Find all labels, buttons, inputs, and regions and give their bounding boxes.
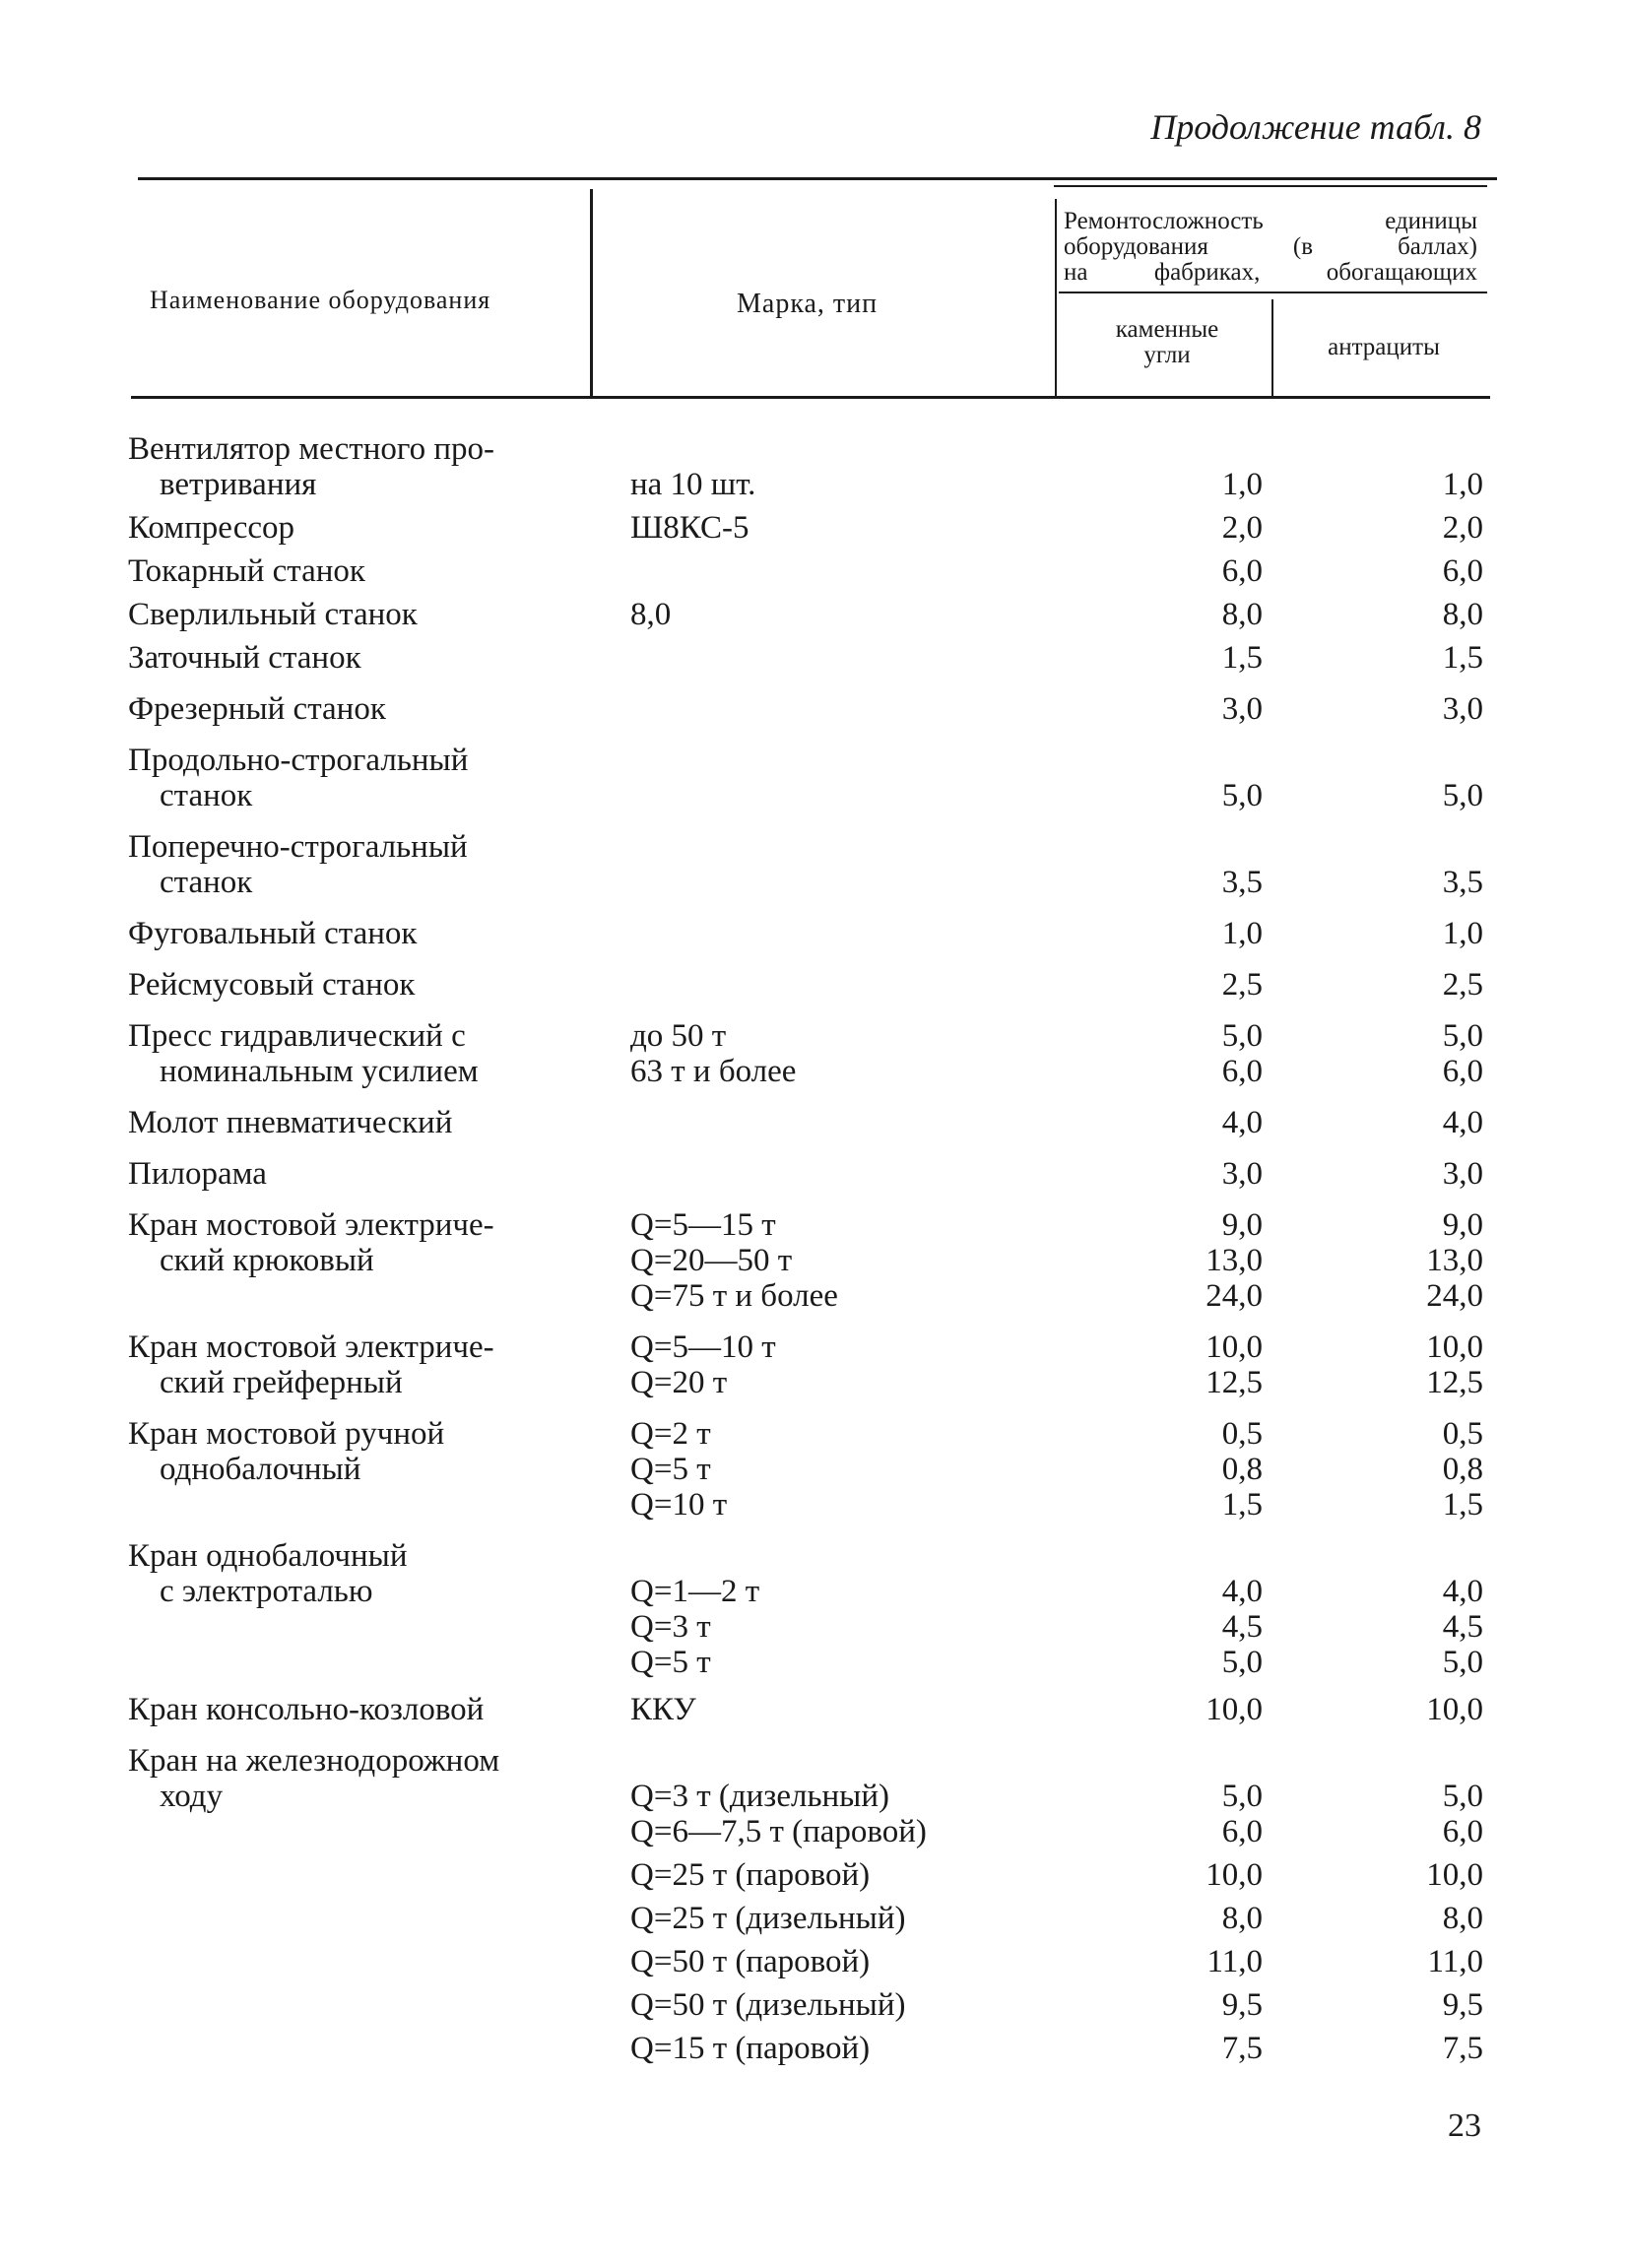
mark-type: Q=5 т (630, 1452, 711, 1487)
table-row-line (128, 1645, 1497, 1680)
header-mark-type: Марка, тип (737, 289, 879, 319)
table-row-line (128, 743, 1497, 778)
table-row-line (128, 1018, 1497, 1054)
anthracite-value: 1,5 (1442, 1487, 1483, 1523)
hard-coal-value: 4,0 (1221, 1574, 1263, 1609)
equipment-name: Токарный станок (128, 553, 365, 589)
mark-type: Q=5—15 т (630, 1207, 776, 1243)
mark-type: на 10 шт. (630, 467, 756, 502)
table-row-line (128, 1692, 1497, 1727)
table-row (128, 1018, 1497, 1089)
anthracite-value: 5,0 (1442, 1779, 1483, 1814)
anthracite-value: 4,0 (1442, 1105, 1483, 1140)
equipment-name: ходу (160, 1779, 224, 1814)
table-row (128, 553, 1497, 589)
anthracite-value: 5,0 (1442, 778, 1483, 813)
subheader-rule (1059, 292, 1487, 293)
header-bottom-rule (131, 396, 1490, 399)
hard-coal-value: 3,5 (1221, 865, 1263, 900)
table-row (128, 967, 1497, 1003)
hard-coal-value: 5,0 (1221, 1018, 1263, 1054)
table-row-line (128, 1105, 1497, 1140)
mark-type: Q=50 т (дизельный) (630, 1987, 906, 2023)
equipment-name: Кран на железнодорожном (128, 1743, 500, 1779)
anthracite-value: 3,0 (1442, 1156, 1483, 1192)
table-row-line (128, 1743, 1497, 1779)
table-row-line (128, 510, 1497, 546)
hard-coal-value: 24,0 (1205, 1278, 1263, 1314)
hard-coal-value: 1,0 (1221, 916, 1263, 951)
anthracite-value: 11,0 (1427, 1944, 1483, 1979)
table-row-line (128, 597, 1497, 632)
anthracite-value: 10,0 (1426, 1329, 1483, 1365)
mark-type: Q=6—7,5 т (паровой) (630, 1814, 927, 1849)
equipment-name: Пресс гидравлический с (128, 1018, 466, 1054)
hard-coal-value: 4,0 (1221, 1105, 1263, 1140)
table-row (128, 1944, 1497, 1979)
hard-coal-value: 5,0 (1221, 778, 1263, 813)
table-row (128, 2031, 1497, 2066)
mark-type: Q=25 т (дизельный) (630, 1901, 906, 1936)
table-row-line (128, 1243, 1497, 1278)
header-hard-coal-line-2: угли (1143, 342, 1191, 368)
table-row (128, 510, 1497, 546)
table-row-line (128, 1156, 1497, 1192)
equipment-name: ский грейферный (160, 1365, 403, 1400)
anthracite-value: 8,0 (1442, 1901, 1483, 1936)
mark-type: 8,0 (630, 597, 672, 632)
equipment-name: Кран однобалочный (128, 1538, 408, 1574)
mark-type: Q=3 т (630, 1609, 711, 1645)
mark-type: Q=1—2 т (630, 1574, 760, 1609)
hard-coal-value: 12,5 (1205, 1365, 1263, 1400)
table-row-line (128, 691, 1497, 727)
header-repair-line-3: на фабриках, обогащающих (1064, 259, 1477, 286)
anthracite-value: 3,5 (1442, 865, 1483, 900)
hard-coal-value: 1,0 (1221, 467, 1263, 502)
hard-coal-value: 6,0 (1221, 1054, 1263, 1089)
anthracite-value: 5,0 (1442, 1645, 1483, 1680)
table-row (128, 1329, 1497, 1400)
mark-type: ККУ (630, 1692, 696, 1727)
mark-type: Q=25 т (паровой) (630, 1857, 871, 1893)
hard-coal-value: 6,0 (1221, 1814, 1263, 1849)
hard-coal-value: 11,0 (1206, 1944, 1263, 1979)
equipment-name: однобалочный (160, 1452, 361, 1487)
table-row (128, 916, 1497, 951)
equipment-name: Поперечно-строгальный (128, 829, 468, 865)
table-row-line (128, 1416, 1497, 1452)
hard-coal-value: 2,5 (1221, 967, 1263, 1003)
mark-type: Q=5 т (630, 1645, 711, 1680)
anthracite-value: 5,0 (1442, 1018, 1483, 1054)
equipment-name: Вентилятор местного про- (128, 431, 494, 467)
equipment-name: Продольно-строгальный (128, 743, 469, 778)
table-row-line (128, 916, 1497, 951)
hard-coal-value: 13,0 (1205, 1243, 1263, 1278)
table-row-line (128, 1487, 1497, 1523)
equipment-name: с электроталью (160, 1574, 373, 1609)
anthracite-value: 8,0 (1442, 597, 1483, 632)
anthracite-value: 6,0 (1442, 1054, 1483, 1089)
anthracite-value: 24,0 (1426, 1278, 1483, 1314)
equipment-name: Сверлильный станок (128, 597, 418, 632)
table-row-line (128, 778, 1497, 813)
hard-coal-value: 5,0 (1221, 1779, 1263, 1814)
table-row (128, 1743, 1497, 1849)
hard-coal-value: 3,0 (1221, 1156, 1263, 1192)
hard-coal-value: 9,0 (1221, 1207, 1263, 1243)
equipment-name: станок (160, 865, 253, 900)
mark-type: Q=15 т (паровой) (630, 2031, 871, 2066)
mark-type: Q=5—10 т (630, 1329, 776, 1365)
equipment-name: Кран мостовой ручной (128, 1416, 445, 1452)
header-repair-group (1064, 209, 1477, 286)
mark-type: Q=10 т (630, 1487, 728, 1523)
table-row-line (128, 1365, 1497, 1400)
table-row-line (128, 1987, 1497, 2023)
table-row-line (128, 1609, 1497, 1645)
anthracite-value: 4,5 (1442, 1609, 1483, 1645)
table-row-line (128, 640, 1497, 676)
hard-coal-value: 2,0 (1221, 510, 1263, 546)
table-row-line (128, 467, 1497, 502)
table-row-line (128, 1944, 1497, 1979)
header-top-rule (138, 177, 1497, 180)
table-row (128, 1857, 1497, 1893)
table-row (128, 1207, 1497, 1314)
hard-coal-value: 0,8 (1221, 1452, 1263, 1487)
header-repair-line-2: оборудования (в баллах) (1064, 233, 1477, 260)
mark-type: Q=20—50 т (630, 1243, 793, 1278)
hard-coal-value: 1,5 (1221, 1487, 1263, 1523)
anthracite-value: 0,5 (1442, 1416, 1483, 1452)
anthracite-value: 0,8 (1442, 1452, 1483, 1487)
anthracite-value: 2,0 (1442, 510, 1483, 546)
anthracite-value: 1,0 (1442, 916, 1483, 951)
table-row-line (128, 431, 1497, 467)
hard-coal-value: 7,5 (1221, 2031, 1263, 2066)
anthracite-value: 9,0 (1442, 1207, 1483, 1243)
anthracite-value: 13,0 (1426, 1243, 1483, 1278)
table-row-line (128, 1779, 1497, 1814)
header-top-rule-right (1054, 185, 1487, 187)
equipment-name: Заточный станок (128, 640, 361, 676)
anthracite-value: 12,5 (1426, 1365, 1483, 1400)
hard-coal-value: 8,0 (1221, 1901, 1263, 1936)
table-row (128, 1901, 1497, 1936)
table-row (128, 829, 1497, 900)
mark-type: Ш8КС-5 (630, 510, 749, 546)
table-row-line (128, 1814, 1497, 1849)
mark-type: Q=75 т и более (630, 1278, 838, 1314)
anthracite-value: 2,5 (1442, 967, 1483, 1003)
anthracite-value: 9,5 (1442, 1987, 1483, 2023)
table-row-line (128, 1538, 1497, 1574)
header-hard-coal-line-1: каменные (1115, 316, 1219, 343)
mark-type: до 50 т (630, 1018, 727, 1054)
equipment-name: Фуговальный станок (128, 916, 418, 951)
anthracite-value: 1,0 (1442, 467, 1483, 502)
table-row-line (128, 1329, 1497, 1365)
table-row-line (128, 865, 1497, 900)
anthracite-value: 1,5 (1442, 640, 1483, 676)
table-row (128, 1105, 1497, 1140)
table-row-line (128, 1857, 1497, 1893)
hard-coal-value: 10,0 (1205, 1692, 1263, 1727)
equipment-name: Кран консольно-козловой (128, 1692, 485, 1727)
header-divider-1 (590, 189, 593, 396)
hard-coal-value: 0,5 (1221, 1416, 1263, 1452)
equipment-name: ветривания (160, 467, 317, 502)
table-row (128, 1692, 1497, 1727)
hard-coal-value: 8,0 (1221, 597, 1263, 632)
header-anthracite: антрациты (1328, 334, 1440, 360)
table-row (128, 1538, 1497, 1680)
table-row (128, 1416, 1497, 1523)
table-row-line (128, 553, 1497, 589)
hard-coal-value: 10,0 (1205, 1857, 1263, 1893)
mark-type: Q=2 т (630, 1416, 711, 1452)
table-row (128, 691, 1497, 727)
table-caption: Продолжение табл. 8 (1150, 107, 1481, 147)
equipment-name: Рейсмусовый станок (128, 967, 416, 1003)
hard-coal-value: 10,0 (1205, 1329, 1263, 1365)
table-row-line (128, 1054, 1497, 1089)
equipment-name: Молот пневматический (128, 1105, 453, 1140)
equipment-name: Кран мостовой электриче- (128, 1329, 494, 1365)
table-row (128, 431, 1497, 502)
equipment-name: Фрезерный станок (128, 691, 386, 727)
mark-type: 63 т и более (630, 1054, 797, 1089)
table-row (128, 1987, 1497, 2023)
anthracite-value: 10,0 (1426, 1692, 1483, 1727)
anthracite-value: 6,0 (1442, 553, 1483, 589)
table-row (128, 640, 1497, 676)
anthracite-value: 7,5 (1442, 2031, 1483, 2066)
header-equipment-name: Наименование оборудования (150, 286, 491, 314)
hard-coal-value: 4,5 (1221, 1609, 1263, 1645)
hard-coal-value: 1,5 (1221, 640, 1263, 676)
header-repair-line-1: Ремонтосложность единицы (1064, 208, 1477, 234)
equipment-name: Кран мостовой электриче- (128, 1207, 494, 1243)
table-row-line (128, 1278, 1497, 1314)
equipment-name: Компрессор (128, 510, 295, 546)
header-divider-2 (1055, 199, 1057, 396)
hard-coal-value: 5,0 (1221, 1645, 1263, 1680)
hard-coal-value: 3,0 (1221, 691, 1263, 727)
header-divider-3 (1271, 299, 1273, 396)
mark-type: Q=3 т (дизельный) (630, 1779, 889, 1814)
table-row-line (128, 1452, 1497, 1487)
table-row-line (128, 967, 1497, 1003)
anthracite-value: 3,0 (1442, 691, 1483, 727)
table-row (128, 743, 1497, 813)
equipment-name: номинальным усилием (160, 1054, 479, 1089)
anthracite-value: 10,0 (1426, 1857, 1483, 1893)
table-row-line (128, 1901, 1497, 1936)
hard-coal-value: 9,5 (1221, 1987, 1263, 2023)
table-row (128, 597, 1497, 632)
table-row-line (128, 1574, 1497, 1609)
equipment-name: Пилорама (128, 1156, 267, 1192)
hard-coal-value: 6,0 (1221, 553, 1263, 589)
table-row-line (128, 2031, 1497, 2066)
table-row-line (128, 1207, 1497, 1243)
page-number: 23 (1448, 2107, 1481, 2144)
mark-type: Q=50 т (паровой) (630, 1944, 871, 1979)
table-row (128, 1156, 1497, 1192)
table-row-line (128, 829, 1497, 865)
anthracite-value: 4,0 (1442, 1574, 1483, 1609)
anthracite-value: 6,0 (1442, 1814, 1483, 1849)
header-hard-coal (1074, 317, 1261, 368)
equipment-name: ский крюковый (160, 1243, 374, 1278)
mark-type: Q=20 т (630, 1365, 728, 1400)
equipment-name: станок (160, 778, 253, 813)
